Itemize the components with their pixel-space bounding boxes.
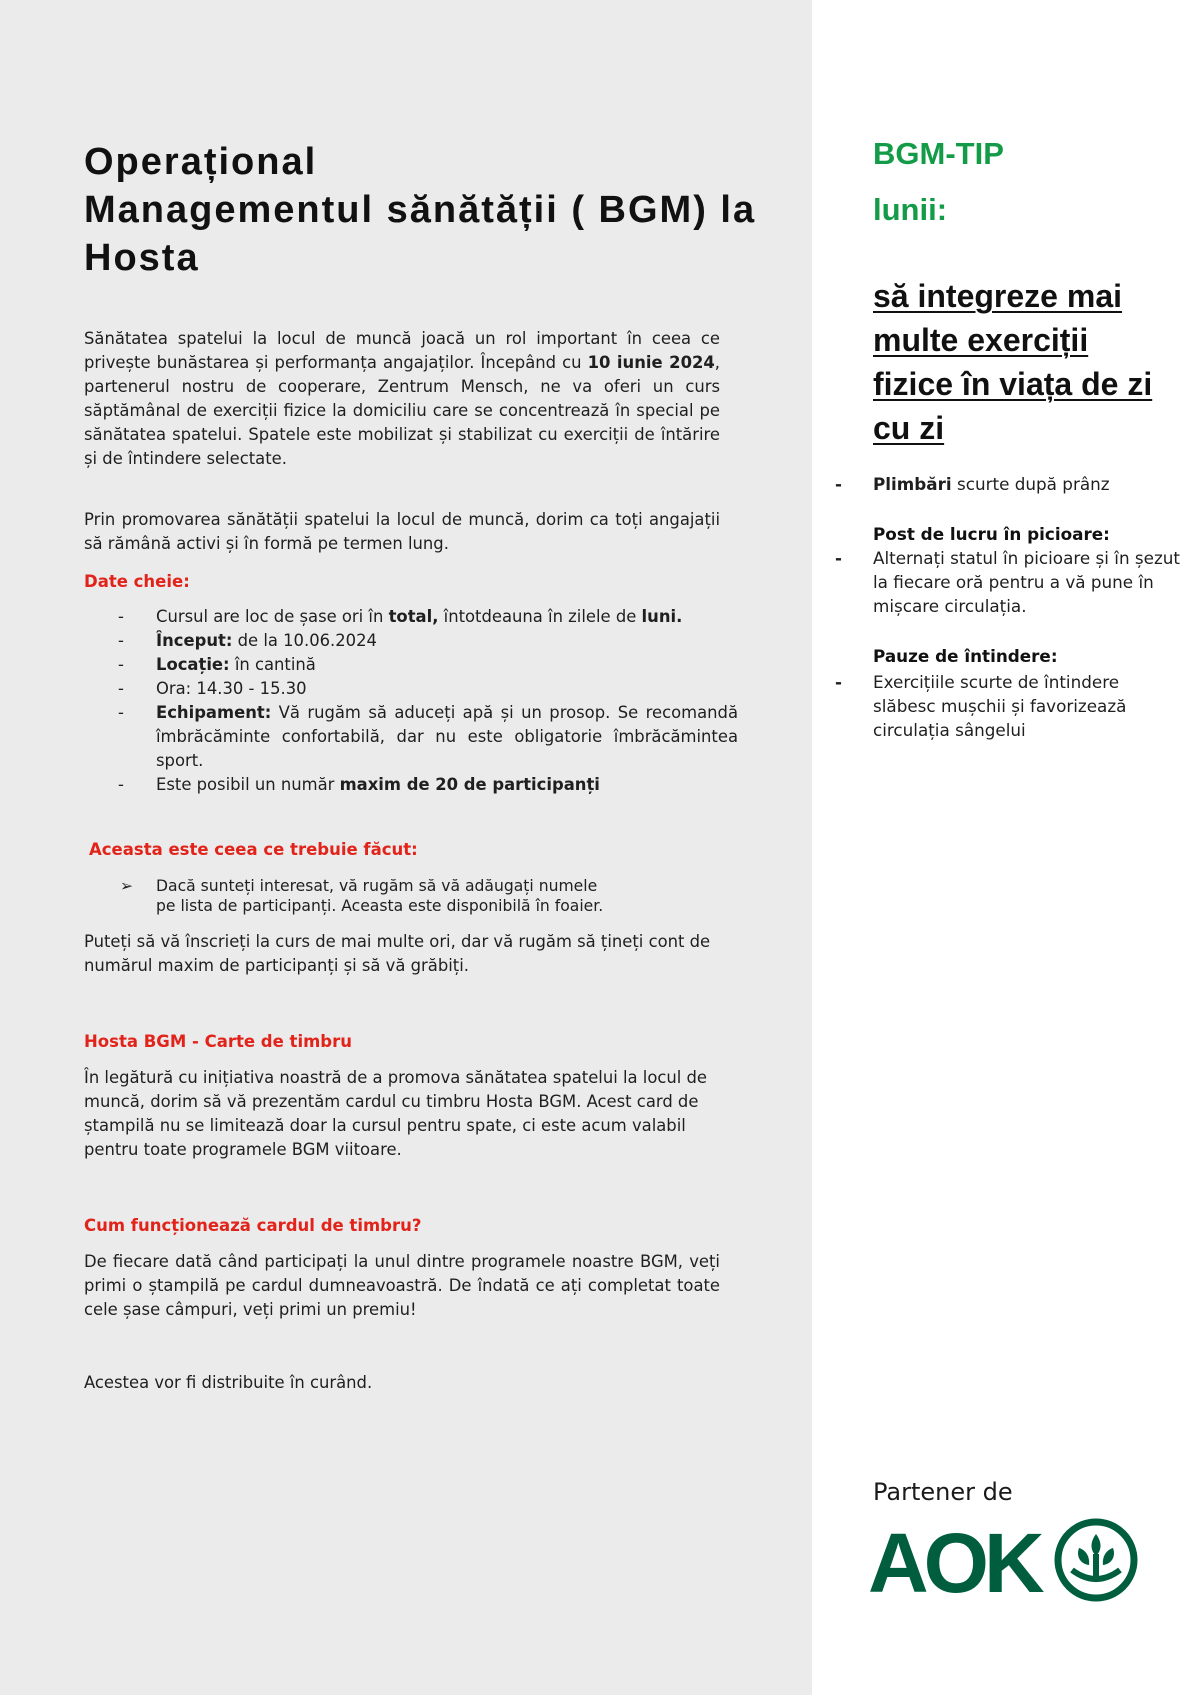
paragraph-signup: Puteți să vă înscrieți la curs de mai multe ori, dar vă rugăm să țineți cont de numărul maxim de participanți și să vă grăbiți. xyxy=(84,932,711,975)
list-item: - Ora: 14.30 - 15.30 xyxy=(118,679,307,698)
list-item: - Este posibil un număr maxim de 20 de participanți xyxy=(118,775,600,794)
tip-heading-stretch: Pauze de întindere: xyxy=(873,646,1058,666)
tip-item-walks: - Plimbări scurte după prânz xyxy=(835,474,1110,494)
stamp-card-text: În legătură cu inițiativa noastră de a promova sănătatea spatelui la locul de muncă, dorim să vă prezentăm cardul cu timbru Hosta BGM. Acest card de ștampilă nu se limitează doar la cursul pentru spate, ci este acum valabil pentru toate programele BGM viitoare. xyxy=(84,1068,708,1159)
key-dates-list xyxy=(118,605,738,797)
todo-heading: Aceasta este ceea ce trebuie făcut: xyxy=(89,840,418,859)
list-item: - Început: de la 10.06.2024 xyxy=(118,631,377,650)
tip-item-stretch: - Exercițiile scurte de întindere slăbesc mușchii și favorizează circulația sângelui xyxy=(835,672,1127,740)
right-panel xyxy=(812,0,1200,1695)
closing-text: Acestea vor fi distribuite în curând. xyxy=(84,1373,373,1392)
tip-headline: să integreze mai multe exerciții fizice în viața de zi cu zi xyxy=(873,278,1153,446)
partner-label: Partener de xyxy=(873,1478,1013,1506)
tip-item-standing: - Alternați statul în picioare și în șezut la fiecare oră pentru a vă pune în mișcare circulația. xyxy=(835,548,1181,616)
paragraph-goal: Prin promovarea sănătății spatelui la locul de muncă, dorim ca toți angajații să rămână activi și în formă pe termen lung. xyxy=(84,510,720,553)
list-item: - Cursul are loc de șase ori în total, întotdeauna în zilele de luni. xyxy=(118,607,683,626)
aok-logo xyxy=(868,1518,1138,1604)
aok-tree-icon xyxy=(1058,1522,1134,1598)
intro-paragraph: Sănătatea spatelui la locul de muncă joacă un rol important în ceea ce privește bunăstarea și performanța angajaților. Începând cu 10 iunie 2024, partenerul nostru de cooperare, Zentrum Mensch, ne va oferi un curs săptămânal de exerciții fizice la domiciliu care se concentrează în special pe sănătatea spatelui. Spatele este mobilizat și stabilizat cu exerciții de întărire și de întindere selectate. xyxy=(84,329,721,468)
tip-heading-standing: Post de lucru în picioare: xyxy=(873,524,1110,544)
how-it-works-text: De fiecare dată când participați la unul dintre programele noastre BGM, veți primi o ștampilă pe cardul dumneavoastră. De îndată ce ați completat toate cele șase câmpuri, veți primi un premiu! xyxy=(84,1252,720,1319)
arrow-bullet-icon: ➢ xyxy=(120,877,134,895)
tip-title: BGM-TIP xyxy=(873,136,1004,171)
todo-item: ➢ Dacă sunteți interesat, vă rugăm să vă adăugați numele pe lista de participanți. Aceasta este disponibilă în foaier. xyxy=(120,877,604,915)
list-item: - Locație: în cantină xyxy=(118,655,316,674)
how-it-works-heading: Cum funcționează cardul de timbru? xyxy=(84,1216,422,1235)
key-dates-heading: Date cheie: xyxy=(84,572,190,591)
list-item: - Echipament: Vă rugăm să aduceți apă și un prosop. Se recomandă îmbrăcăminte confortabilă, dar nu este obligatorie îmbrăcămintea sport. xyxy=(118,703,738,770)
stamp-card-heading: Hosta BGM - Carte de timbru xyxy=(84,1032,352,1051)
tip-subtitle: lunii: xyxy=(873,192,948,227)
page-title: Operațional Managementul sănătății ( BGM) la Hosta xyxy=(84,141,757,279)
aok-logo-text: AOK xyxy=(868,1518,1040,1604)
